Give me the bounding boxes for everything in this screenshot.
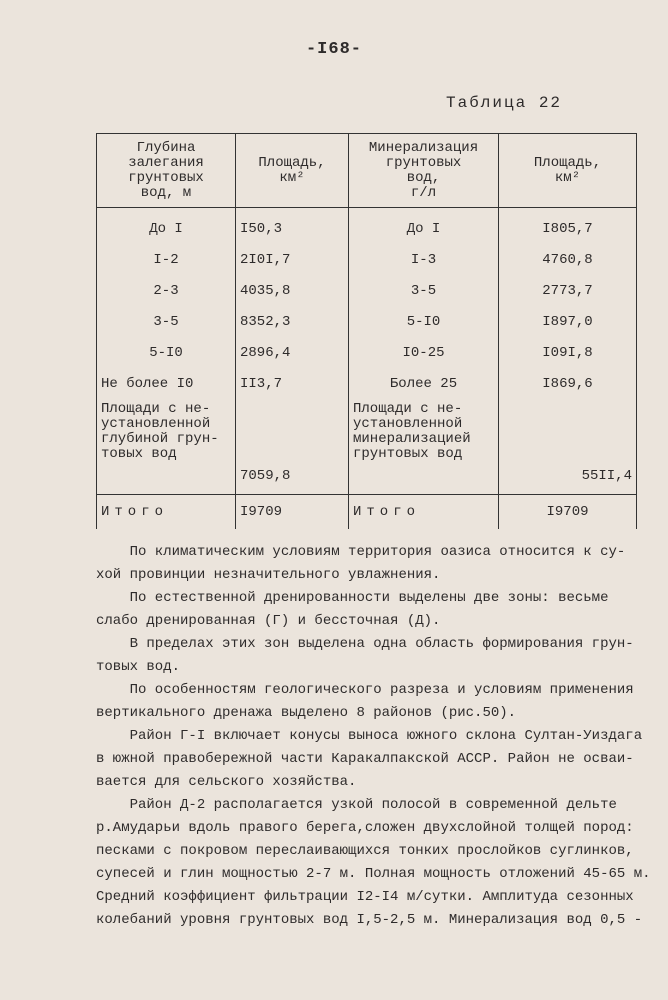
area-cell: 2896,4 xyxy=(236,338,349,369)
text-line: р.Амударьи вдоль правого берега,сложен двухслойной толщей пород: xyxy=(96,820,634,836)
depth-cell: I-2 xyxy=(97,245,236,276)
table-row xyxy=(97,208,637,246)
text-line: Район Г-I включает конусы выноса южного склона Султан-Уиздага xyxy=(96,728,643,744)
area-cell: 55II,4 xyxy=(499,400,637,488)
text-line: колебаний уровня грунтовых вод I,5-2,5 м. Минерализация вод 0,5 - xyxy=(96,912,643,928)
depth-cell: До I xyxy=(97,208,236,246)
text-line: супесей и глин мощностью 2-7 м. Полная мощность отложений 45-65 м. xyxy=(96,866,651,882)
text-line: В пределах этих зон выделена одна область формирования грун- xyxy=(96,636,634,652)
table-row xyxy=(97,338,637,369)
header-depth: Глубина залегания грунтовых вод, м xyxy=(97,134,236,208)
text-line: слабо дренированная (Г) и бессточная (Д). xyxy=(96,613,441,629)
area-cell: 4760,8 xyxy=(499,245,637,276)
groundwater-table xyxy=(96,133,637,529)
header-mineralization: Минерализация грунтовых вод, г/л xyxy=(349,134,499,208)
area-cell: 4035,8 xyxy=(236,276,349,307)
table-row xyxy=(97,276,637,307)
table-header-row xyxy=(97,134,637,208)
text-line: Средний коэффициент фильтрации I2-I4 м/сутки. Амплитуда сезонных xyxy=(96,889,634,905)
text-line: вается для сельского хозяйства. xyxy=(96,774,357,790)
text-line: песками с покровом переслаивающихся тонких прослойков суглинков, xyxy=(96,843,634,859)
table-total-row xyxy=(97,495,637,530)
text-line: По климатическим условиям территория оазиса относится к су- xyxy=(96,544,626,560)
area-cell: 2773,7 xyxy=(499,276,637,307)
text-line: По особенностям геологического разреза и условиям применения xyxy=(96,682,634,698)
text-line: вертикального дренажа выделено 8 районов (рис.50). xyxy=(96,705,517,721)
area-cell: I805,7 xyxy=(499,208,637,246)
table-row xyxy=(97,400,637,488)
text-line: По естественной дренированности выделены две зоны: весьме xyxy=(96,590,609,606)
mineralization-cell: I0-25 xyxy=(349,338,499,369)
text-line: товых вод. xyxy=(96,659,181,675)
body-text xyxy=(96,541,656,932)
mineralization-cell: 5-I0 xyxy=(349,307,499,338)
header-area-mineralization: Площадь, км² xyxy=(499,134,637,208)
depth-cell: Площади с не- установленной глубиной грун- товых вод xyxy=(97,400,236,488)
area-cell: I50,3 xyxy=(236,208,349,246)
area-cell: 8352,3 xyxy=(236,307,349,338)
mineralization-cell: Площади с не- установленной минерализацией грунтовых вод xyxy=(349,400,499,488)
total-value: I9709 xyxy=(499,495,637,530)
text-line: Район Д-2 располагается узкой полосой в современной дельте xyxy=(96,797,617,813)
area-cell: 7059,8 xyxy=(236,400,349,488)
area-cell: I09I,8 xyxy=(499,338,637,369)
table-row xyxy=(97,369,637,400)
area-cell: I869,6 xyxy=(499,369,637,400)
depth-cell: 5-I0 xyxy=(97,338,236,369)
mineralization-cell: До I xyxy=(349,208,499,246)
page-number: -I68- xyxy=(305,40,362,59)
text-line: в южной правобережной части Каракалпакской АССР. Район не осваи- xyxy=(96,751,634,767)
depth-cell: 2-3 xyxy=(97,276,236,307)
table-caption: Таблица 22 xyxy=(446,94,563,112)
total-value: I9709 xyxy=(236,495,349,530)
mineralization-cell: Более 25 xyxy=(349,369,499,400)
table-row xyxy=(97,307,637,338)
area-cell: II3,7 xyxy=(236,369,349,400)
mineralization-cell: I-3 xyxy=(349,245,499,276)
depth-cell: 3-5 xyxy=(97,307,236,338)
table-row xyxy=(97,245,637,276)
mineralization-cell: 3-5 xyxy=(349,276,499,307)
depth-cell: Не более I0 xyxy=(97,369,236,400)
area-cell: 2I0I,7 xyxy=(236,245,349,276)
total-label: Итого xyxy=(349,495,499,530)
area-cell: I897,0 xyxy=(499,307,637,338)
text-line: хой провинции незначительного увлажнения. xyxy=(96,567,441,583)
total-label: Итого xyxy=(97,495,236,530)
header-area-depth: Площадь, км² xyxy=(236,134,349,208)
